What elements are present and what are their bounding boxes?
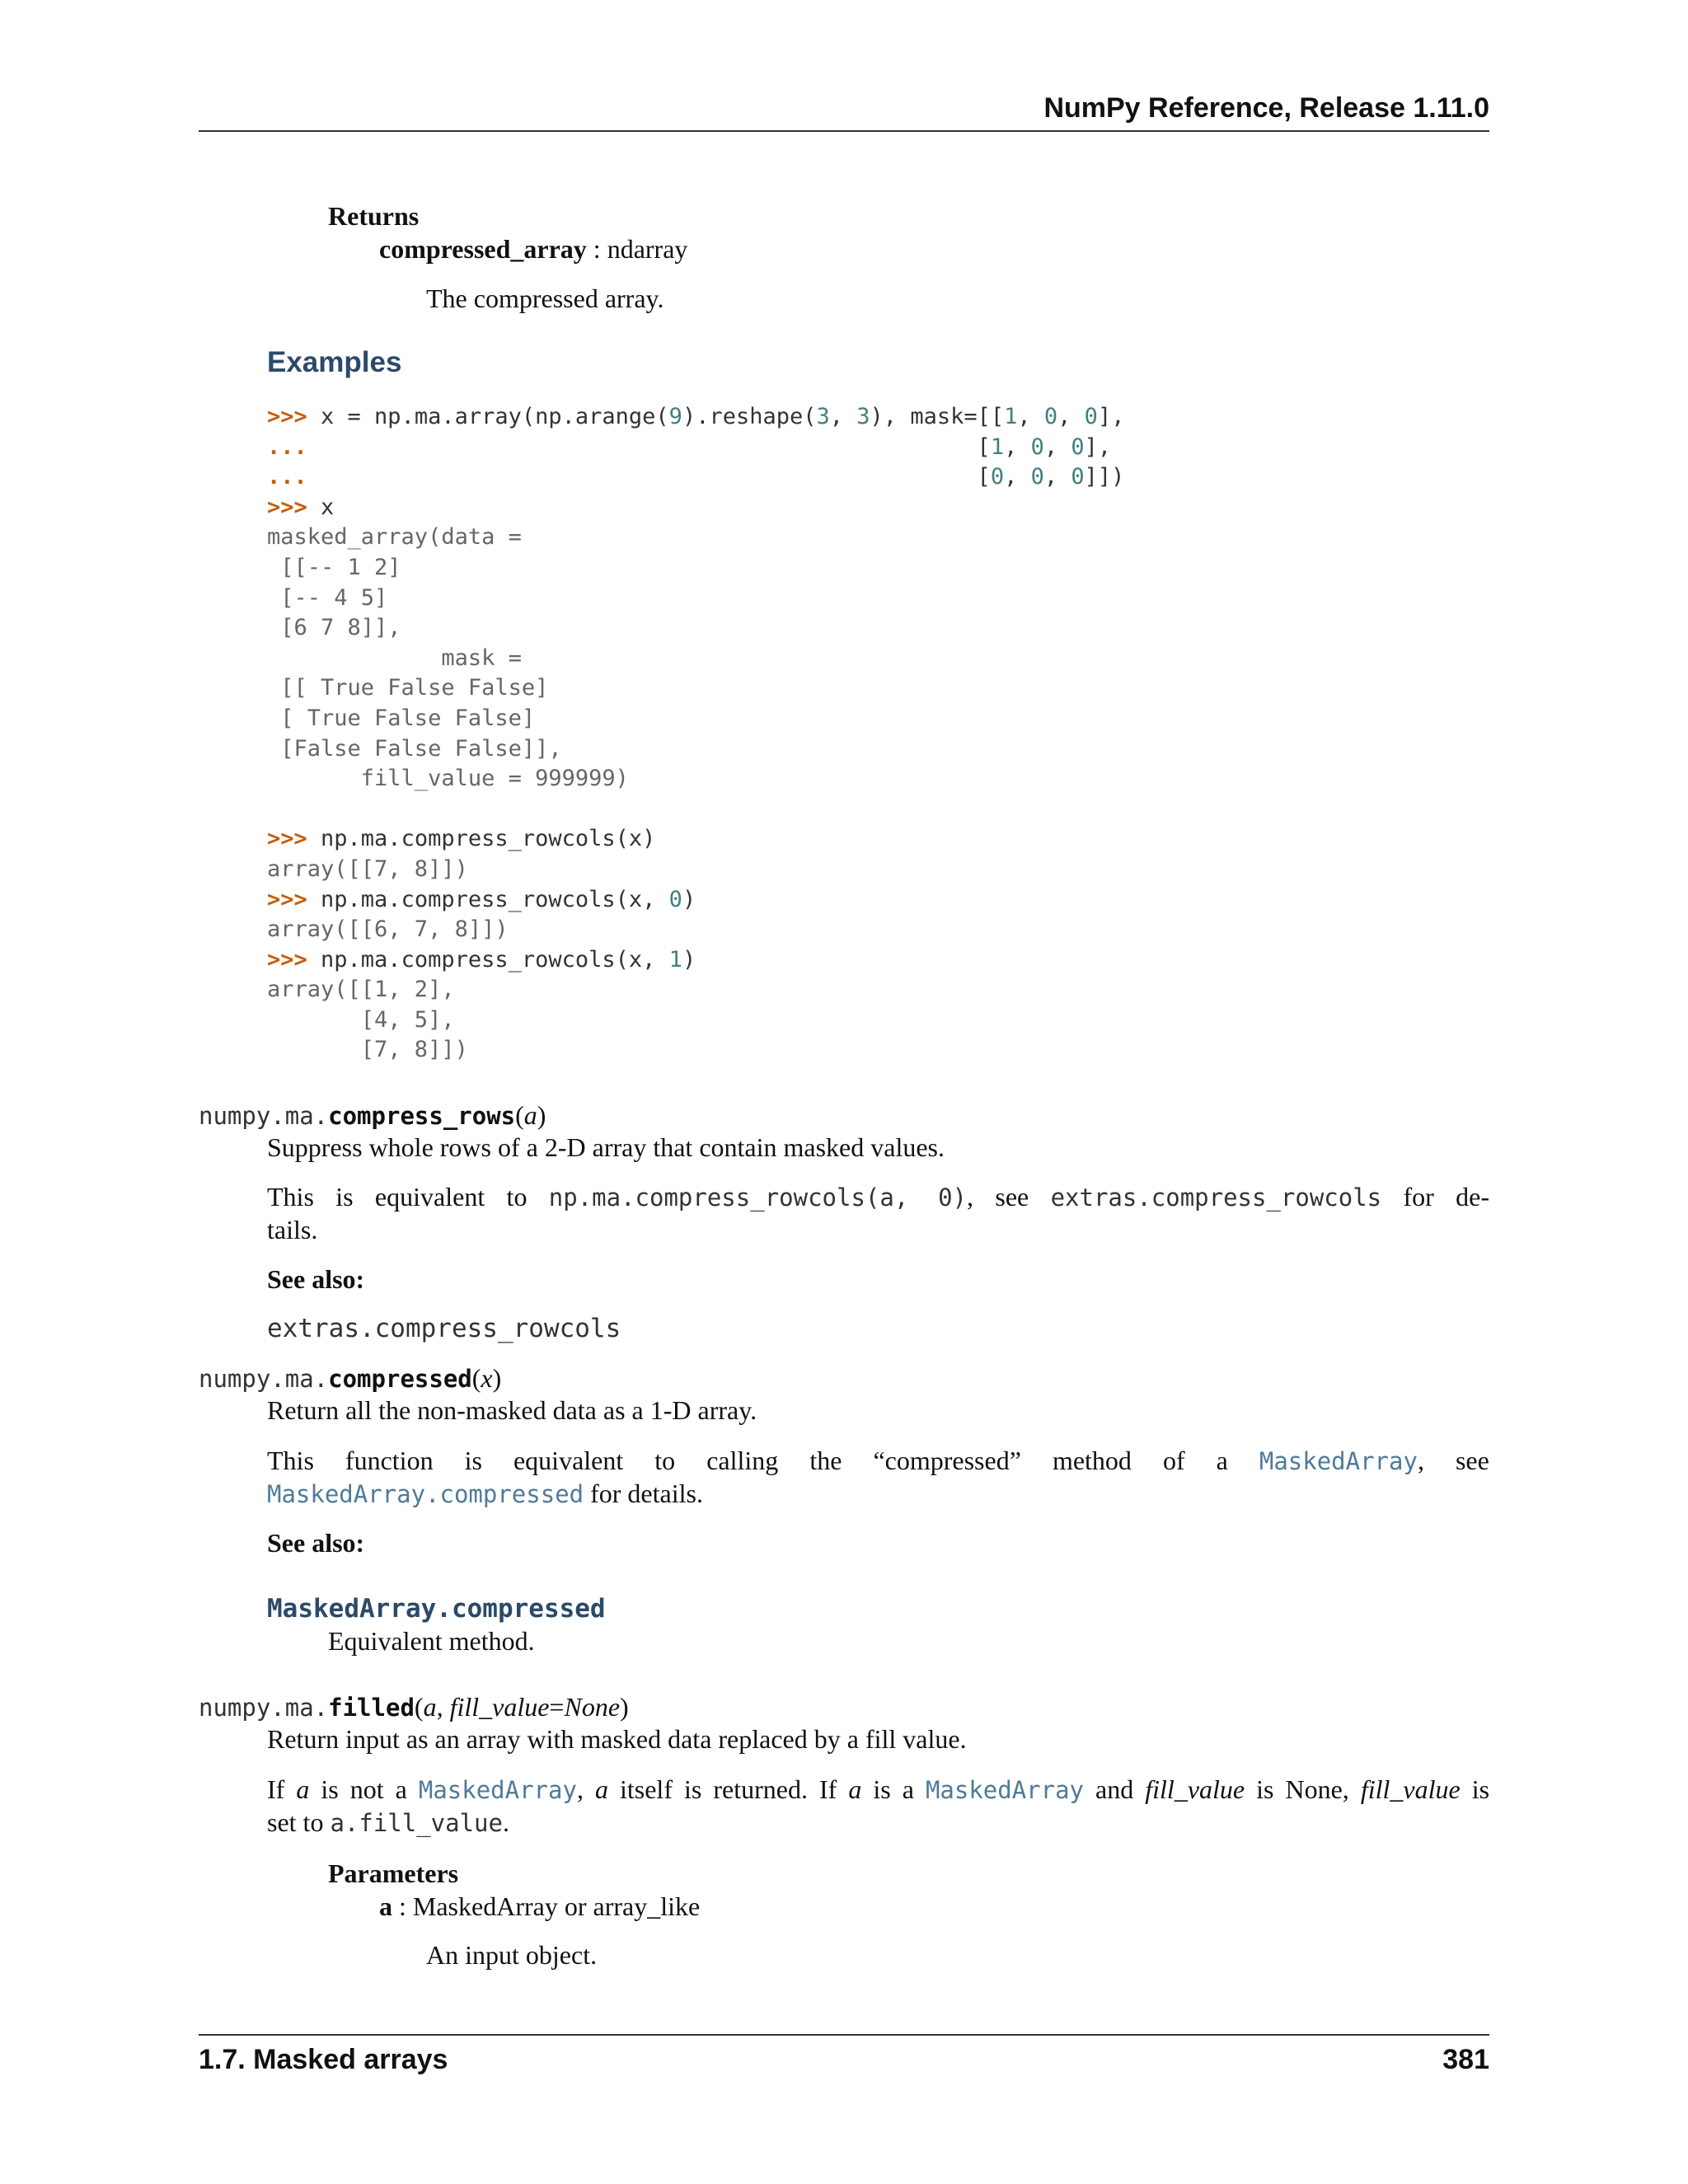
- see-also-code: extras.compress_rowcols: [267, 1314, 621, 1343]
- header-title: NumPy Reference, Release 1.11.0: [1043, 92, 1489, 124]
- code-number: 1: [668, 946, 682, 972]
- code-line: [267, 826, 655, 851]
- sig-name: filled: [328, 1694, 415, 1722]
- code-prompt: >>>: [267, 946, 321, 972]
- code-line: [267, 494, 334, 520]
- text: , see: [967, 1182, 1051, 1212]
- text: is not a: [309, 1774, 419, 1804]
- word: see: [1455, 1446, 1489, 1475]
- code-text: ,: [1057, 404, 1085, 429]
- page-header: [199, 89, 1489, 132]
- code-text: [: [307, 464, 991, 490]
- param-name: a: [379, 1891, 392, 1921]
- filled-summary: Return input as an array with masked data replaced by a fill value.: [267, 1724, 967, 1754]
- sig-open-paren: (: [414, 1692, 424, 1722]
- code-text: ,: [1043, 464, 1071, 490]
- arg-ref: a: [848, 1774, 862, 1804]
- filled-para-line1: [267, 1773, 1489, 1807]
- maskedarray-link[interactable]: MaskedArray: [418, 1776, 577, 1804]
- word: function: [345, 1446, 434, 1475]
- code-line: [267, 947, 696, 972]
- code-line: [267, 524, 522, 550]
- sig-open-paren: (: [471, 1363, 481, 1393]
- code-prompt: >>>: [267, 886, 321, 912]
- param-desc: An input object.: [426, 1940, 598, 1970]
- code-line: [267, 887, 696, 912]
- code-text: ).reshape(: [682, 404, 817, 429]
- text: is None,: [1245, 1774, 1361, 1804]
- sig-name: compressed: [328, 1365, 472, 1393]
- code-output: [6 7 8]],: [267, 615, 401, 641]
- code-text: ): [682, 946, 696, 972]
- sig-default: None: [564, 1692, 621, 1722]
- compress-rows-equiv-line2: tails.: [267, 1215, 318, 1244]
- inline-code: a.fill_value: [330, 1809, 503, 1837]
- code-number: 0: [990, 464, 1005, 490]
- word: equivalent: [513, 1446, 624, 1475]
- code-prompt: ...: [267, 434, 307, 460]
- code-number: 0: [1071, 464, 1085, 490]
- returns-sep: :: [586, 234, 607, 264]
- code-number: 0: [1030, 434, 1044, 460]
- inline-code: np.ma.compress_rowcols(a, 0): [548, 1183, 968, 1212]
- code-text: [: [307, 434, 991, 460]
- code-text: ],: [1097, 404, 1125, 429]
- code-text: ],: [1084, 434, 1112, 460]
- sig-open-paren: (: [515, 1100, 524, 1130]
- code-line: [267, 645, 522, 671]
- word: to: [654, 1446, 676, 1475]
- sig-equals: =: [549, 1692, 565, 1722]
- maskedarray-link[interactable]: MaskedArray: [1259, 1447, 1418, 1475]
- code-number: 0: [1030, 464, 1044, 490]
- code-line: [267, 615, 401, 640]
- text: for details.: [584, 1479, 703, 1508]
- filled-para-line2: [267, 1806, 1489, 1840]
- sig-close-paren: ): [537, 1100, 546, 1130]
- text: for de-: [1381, 1182, 1490, 1212]
- code-output: [-- 4 5]: [267, 584, 388, 611]
- code-text: x = np.ma.array(np.arange(: [321, 404, 669, 429]
- page-footer: [199, 2034, 1489, 2075]
- code-text: ]]): [1084, 464, 1125, 490]
- signature-compress-rows: [199, 1099, 546, 1132]
- code-text: ,: [1004, 434, 1031, 460]
- code-number: 9: [668, 404, 682, 429]
- code-line: [267, 404, 1124, 429]
- word: is: [464, 1446, 482, 1475]
- sig-close-paren: ): [620, 1692, 629, 1722]
- code-number: 0: [1071, 434, 1085, 460]
- code-prompt: >>>: [267, 404, 321, 429]
- code-output: [ True False False]: [267, 705, 536, 731]
- arg-ref: fill_value: [1145, 1774, 1245, 1804]
- code-number: 3: [856, 404, 870, 429]
- code-line: [267, 555, 401, 580]
- returns-field: [379, 232, 687, 265]
- sig-arg: fill_value: [449, 1692, 550, 1722]
- returns-desc: The compressed array.: [426, 284, 664, 313]
- maskedarray-compressed-link[interactable]: MaskedArray.compressed: [267, 1480, 584, 1508]
- word: method: [1052, 1446, 1132, 1475]
- sig-arg: a: [523, 1100, 537, 1130]
- code-output: [7, 8]]): [267, 1037, 468, 1063]
- code-number: 0: [1084, 404, 1098, 429]
- compress-rows-summary: Suppress whole rows of a 2-D array that contain masked values.: [267, 1132, 945, 1162]
- param-type: MaskedArray or array_like: [412, 1891, 701, 1921]
- code-line: [267, 464, 1124, 490]
- code-output: array([[7, 8]]): [267, 855, 468, 882]
- word: the: [809, 1446, 842, 1475]
- arg-ref: a: [594, 1774, 608, 1804]
- code-line: [267, 916, 509, 942]
- code-text: ), mask=[[: [870, 404, 1005, 429]
- code-output: array([[1, 2],: [267, 977, 455, 1003]
- code-output: masked_array(data =: [267, 524, 522, 551]
- see-also-label: See also:: [267, 1264, 365, 1294]
- sig-prefix: numpy.ma.: [199, 1694, 329, 1722]
- text: and: [1084, 1774, 1146, 1804]
- code-number: 1: [990, 434, 1005, 460]
- code-text: ,: [829, 404, 857, 429]
- returns-name: compressed_array: [379, 234, 587, 264]
- text: This is equivalent to: [267, 1182, 549, 1212]
- footer-page-number: 381: [1442, 2044, 1489, 2075]
- parameters-label: Parameters: [328, 1858, 459, 1888]
- code-output: [False False False]],: [267, 735, 562, 762]
- code-number: 0: [668, 886, 682, 912]
- sig-comma: ,: [436, 1692, 450, 1722]
- footer-section: 1.7. Masked arrays: [199, 2044, 448, 2075]
- code-output: mask =: [267, 644, 522, 671]
- word: a: [1216, 1446, 1228, 1475]
- text: .: [502, 1807, 509, 1837]
- signature-compressed: [199, 1361, 501, 1395]
- returns-label: Returns: [328, 201, 420, 231]
- maskedarray-link[interactable]: MaskedArray: [925, 1776, 1084, 1804]
- code-line: [267, 977, 455, 1002]
- maskedarray-link-group: [1259, 1444, 1424, 1478]
- code-output: [4, 5],: [267, 1006, 455, 1033]
- signature-filled: [199, 1690, 629, 1724]
- see-also-link[interactable]: MaskedArray.compressed: [267, 1594, 606, 1624]
- code-number: 0: [1043, 404, 1058, 429]
- word: “compressed”: [873, 1446, 1021, 1475]
- code-prompt: ...: [267, 464, 307, 490]
- sig-close-paren: ): [492, 1363, 502, 1393]
- code-text: np.ma.compress_rowcols(x,: [321, 886, 669, 912]
- examples-heading: Examples: [267, 346, 402, 378]
- code-line: [267, 736, 562, 762]
- sig-arg: a: [423, 1692, 437, 1722]
- code-line: [267, 434, 1111, 460]
- text: is: [1460, 1774, 1490, 1804]
- see-also-item: [267, 1312, 1489, 1345]
- code-output: [[-- 1 2]: [267, 554, 401, 580]
- comma: ,: [1417, 1446, 1424, 1475]
- code-line: [267, 856, 468, 882]
- code-text: ,: [1004, 464, 1031, 490]
- word: of: [1162, 1446, 1185, 1475]
- sig-name: compress_rows: [328, 1102, 516, 1130]
- compressed-para-line1: [267, 1444, 1489, 1478]
- arg-ref: fill_value: [1360, 1774, 1461, 1804]
- code-line: [267, 585, 387, 611]
- word: calling: [706, 1446, 779, 1475]
- sig-prefix: numpy.ma.: [199, 1102, 329, 1130]
- example-code-block: [267, 402, 1124, 1066]
- code-line: [267, 675, 548, 701]
- code-text: ): [682, 886, 696, 912]
- code-line: [267, 766, 629, 791]
- code-output: array([[6, 7, 8]]): [267, 916, 509, 943]
- sig-prefix: numpy.ma.: [199, 1365, 329, 1393]
- code-text: np.ma.compress_rowcols(x,: [321, 946, 669, 972]
- code-prompt: >>>: [267, 826, 321, 852]
- code-text: ,: [1017, 404, 1044, 429]
- code-line: [267, 1037, 468, 1062]
- text: is a: [861, 1774, 926, 1804]
- code-prompt: >>>: [267, 494, 321, 520]
- code-number: 1: [1004, 404, 1018, 429]
- compress-rows-equiv-line1: [267, 1180, 1489, 1214]
- arg-ref: a: [296, 1774, 310, 1804]
- code-line: [267, 1007, 455, 1033]
- text: set to: [267, 1807, 331, 1837]
- code-output: fill_value = 999999): [267, 766, 629, 792]
- code-text: x: [321, 494, 335, 520]
- code-text: ,: [1043, 434, 1071, 460]
- compressed-para-line2: [267, 1477, 1489, 1511]
- text: ,: [576, 1774, 595, 1804]
- see-also-label: See also:: [267, 1528, 365, 1558]
- text: itself is returned. If: [607, 1774, 849, 1804]
- returns-type: ndarray: [607, 234, 688, 264]
- code-line: [267, 705, 535, 731]
- inline-code: extras.compress_rowcols: [1050, 1183, 1382, 1212]
- sig-arg: x: [481, 1363, 493, 1393]
- param-field: [379, 1890, 700, 1923]
- param-sep: :: [392, 1891, 413, 1921]
- see-also-desc: Equivalent method.: [328, 1626, 535, 1656]
- compressed-summary: Return all the non-masked data as a 1-D array.: [267, 1395, 757, 1425]
- word: This: [267, 1446, 314, 1475]
- text: If: [267, 1774, 297, 1804]
- code-output: [[ True False False]: [267, 675, 549, 701]
- code-text: np.ma.compress_rowcols(x): [321, 826, 656, 852]
- code-number: 3: [816, 404, 830, 429]
